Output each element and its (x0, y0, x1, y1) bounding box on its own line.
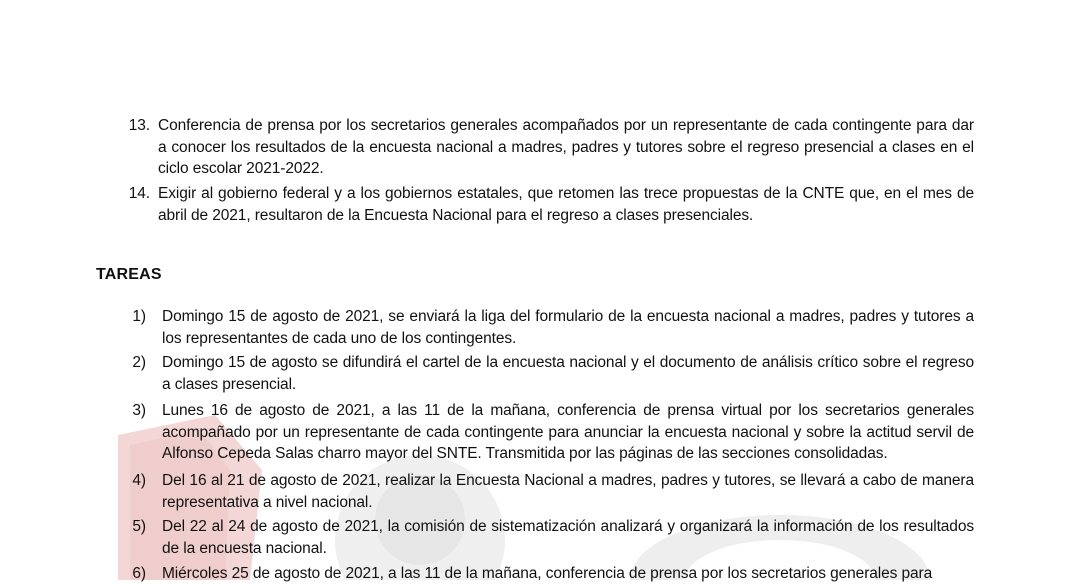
task-item-5 (122, 516, 974, 559)
task-number: 3) (132, 402, 146, 419)
task-item-4 (122, 470, 974, 513)
task-text: Lunes 16 de agosto de 2021, a las 11 de la mañana, conferencia de prensa virtual por los secretarios generales acompañado por un representante de cada contingente para anunciar la encuesta nacional y sobre la actitud servil de Alfonso Cepeda Salas charro mayor del SNTE. Transmitida por las páginas de las secciones consolidadas. (162, 402, 974, 462)
item-text: Exigir al gobierno federal y a los gobiernos estatales, que retomen las trece propuestas de la CNTE que, en el mes de abril de 2021, resultaron de la Encuesta Nacional para el regreso a clases presenciales. (158, 185, 974, 224)
task-text: Domingo 15 de agosto se difundirá el cartel de la encuesta nacional y el documento de análisis crítico sobre el regreso a clases presencial. (162, 354, 974, 393)
task-item-3 (122, 400, 974, 465)
tareas-heading: TAREAS (96, 266, 162, 283)
item-text: Conferencia de prensa por los secretarios generales acompañados por un representante de cada contingente para dar a conocer los resultados de la encuesta nacional a madres, padres y tutores sobre el regreso presencial a clases en el ciclo escolar 2021-2022. (158, 117, 974, 177)
task-item-1 (122, 306, 974, 349)
task-item-6 (122, 563, 974, 585)
item-number: 14. (128, 185, 150, 202)
task-number: 6) (132, 565, 146, 582)
task-number: 2) (132, 354, 146, 371)
task-text: Domingo 15 de agosto de 2021, se enviará la liga del formulario de la encuesta nacional a madres, padres y tutores a los representantes de cada uno de los contingentes. (162, 308, 974, 347)
task-number: 4) (132, 472, 146, 489)
task-number: 5) (132, 518, 146, 535)
task-text: Del 16 al 21 de agosto de 2021, realizar la Encuesta Nacional a madres, padres y tutores, se llevará a cabo de manera representativa a nivel nacional. (162, 472, 974, 511)
task-item-2 (122, 352, 974, 395)
task-text: Del 22 al 24 de agosto de 2021, la comisión de sistematización analizará y organizará la información de los resultados de la encuesta nacional. (162, 518, 974, 557)
task-number: 1) (132, 308, 146, 325)
item-number: 13. (128, 117, 150, 134)
numbered-item-13 (122, 115, 974, 180)
numbered-item-14 (122, 183, 974, 226)
task-text: Miércoles 25 de agosto de 2021, a las 11 de la mañana, conferencia de prensa por los secretarios generales para (162, 565, 933, 582)
